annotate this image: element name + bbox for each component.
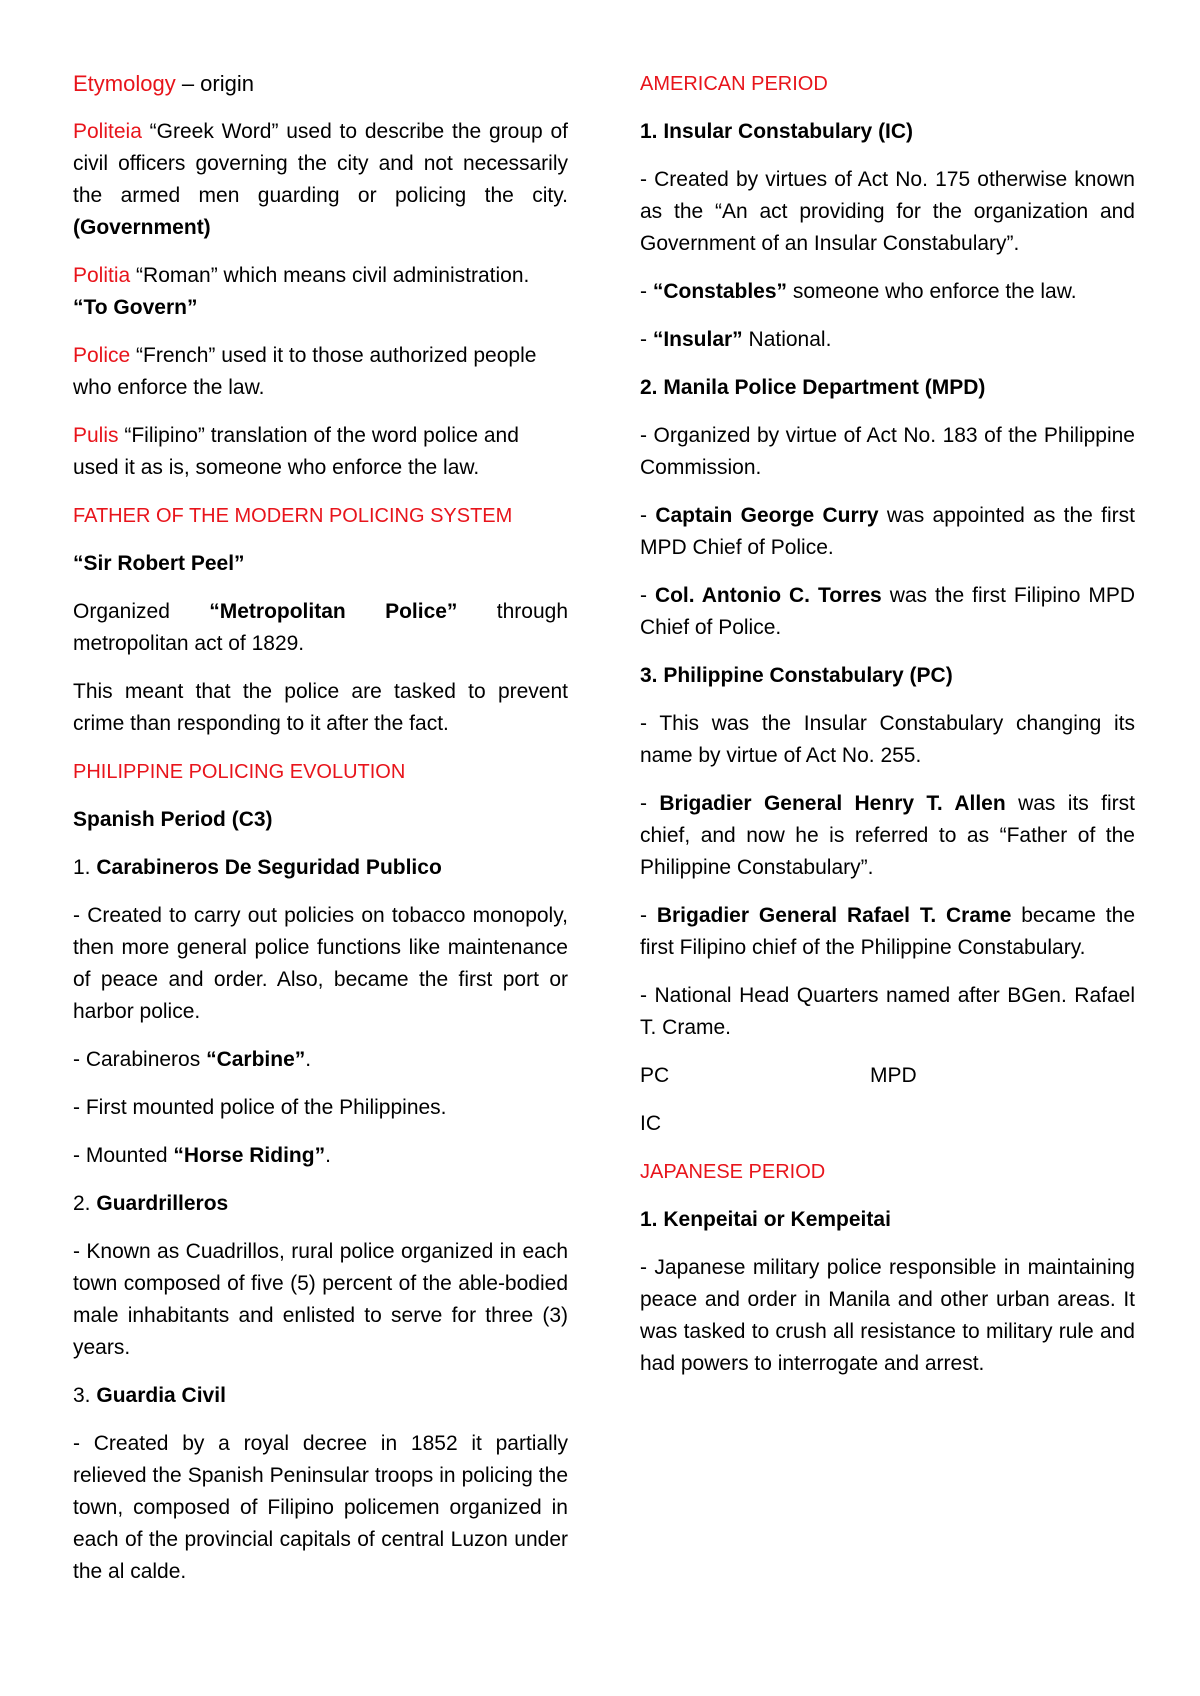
- allen-bold: Brigadier General Henry T. Allen: [659, 792, 1006, 815]
- insular-line: [640, 324, 1135, 356]
- etymology-line: [73, 68, 568, 100]
- organized-post: through metropolitan act of 1829.: [73, 600, 569, 655]
- kempeitai-title: [640, 1204, 1135, 1236]
- horse-bold: “Horse Riding”: [173, 1144, 326, 1167]
- curry-pre: -: [640, 504, 656, 527]
- diagram-mpd: MPD: [870, 1064, 917, 1087]
- guardrilleros-num: 2.: [73, 1192, 97, 1215]
- left-column: [73, 68, 568, 1604]
- politeia-text: “Greek Word” used to describe the group of civil officers governing the city and not necessarily the armed men guarding or policing the city.: [73, 120, 568, 207]
- carbine-pre: - Carabineros: [73, 1048, 207, 1071]
- allen-line: [640, 788, 1135, 884]
- torres-post: was the first Filipino MPD Chief of Police.: [640, 584, 1136, 639]
- kempeitai-desc: - Japanese military police responsible in maintaining peace and order in Manila and other urban areas. It was tasked to crush all resistance to military rule and had powers to interrogate and arrest.: [640, 1256, 1135, 1375]
- curry-post: was appointed as the first MPD Chief of Police.: [640, 504, 1135, 559]
- politia-bold: “To Govern”: [73, 296, 198, 319]
- organized-paragraph: [73, 596, 568, 660]
- guardia-civil-name: Guardia Civil: [96, 1384, 226, 1407]
- politia-term: Politia: [73, 264, 131, 287]
- carbine-post: .: [305, 1048, 312, 1071]
- politia-paragraph: [73, 260, 568, 324]
- peel-line: [73, 548, 568, 580]
- insular-bold: “Insular”: [652, 328, 743, 351]
- pc-title: [640, 660, 1135, 692]
- horse-post: .: [325, 1144, 331, 1167]
- hq-line: - National Head Quarters named after BGen. Rafael T. Crame.: [640, 984, 1135, 1039]
- guardia-civil-title: [73, 1380, 568, 1412]
- mounted-first-line: - First mounted police of the Philippines.: [73, 1096, 447, 1119]
- police-paragraph: [73, 340, 568, 404]
- politeia-paragraph: [73, 116, 568, 244]
- kempeitai-title-text: 1. Kenpeitai or Kempeitai: [640, 1208, 891, 1231]
- organized-bold: “Metropolitan Police”: [209, 600, 458, 623]
- pulis-term: Pulis: [73, 424, 119, 447]
- father-heading: FATHER OF THE MODERN POLICING SYSTEM: [73, 505, 513, 527]
- pulis-paragraph: [73, 420, 568, 484]
- carbine-line: [73, 1044, 568, 1076]
- torres-pre: -: [640, 584, 655, 607]
- guardrilleros-desc: - Known as Cuadrillos, rural police organized in each town composed of five (5) percent of the able-bodied male inhabitants and enlisted to serve for three (3) years.: [73, 1240, 568, 1359]
- curry-line: [640, 500, 1135, 564]
- ic-desc: - Created by virtues of Act No. 175 otherwise known as the “An act providing for the organization and Government of an Insular Constabulary”.: [640, 168, 1135, 255]
- insular-pre: -: [640, 328, 653, 351]
- crame-pre: -: [640, 904, 657, 927]
- guardrilleros-name: Guardrilleros: [96, 1192, 229, 1215]
- carabineros-title: [73, 852, 568, 884]
- crame-bold: Brigadier General Rafael T. Crame: [656, 904, 1012, 927]
- carbine-bold: “Carbine”: [206, 1048, 306, 1071]
- meant-paragraph: This meant that the police are tasked to prevent crime than responding to it after the fact.: [73, 680, 568, 735]
- horse-pre: - Mounted: [73, 1144, 174, 1167]
- politeia-term: Politeia: [73, 120, 142, 143]
- mpd-desc: - Organized by virtue of Act No. 183 of the Philippine Commission.: [640, 424, 1135, 479]
- torres-line: [640, 580, 1135, 644]
- constables-post: someone who enforce the law.: [787, 280, 1077, 303]
- politeia-bold: (Government): [73, 216, 211, 239]
- allen-pre: -: [640, 792, 660, 815]
- spanish-period: [73, 804, 568, 836]
- constables-line: [640, 276, 1135, 308]
- etymology-term: Etymology: [73, 71, 176, 96]
- diagram-row-ic: [640, 1108, 1135, 1140]
- diagram-row-pc-mpd: [640, 1060, 1135, 1092]
- japanese-heading: JAPANESE PERIOD: [640, 1161, 826, 1183]
- evolution-heading: PHILIPPINE POLICING EVOLUTION: [73, 761, 406, 783]
- insular-post: National.: [742, 328, 832, 351]
- guardia-civil-desc: - Created by a royal decree in 1852 it partially relieved the Spanish Peninsular troops in policing the town, composed of Filipino policemen organized in each of the provincial capitals of central Luzon under the al calde.: [73, 1432, 568, 1583]
- pc-title-text: 3. Philippine Constabulary (PC): [640, 664, 953, 687]
- guardrilleros-title: [73, 1188, 568, 1220]
- horse-line: [73, 1140, 568, 1172]
- police-text: “French” used it to those authorized people who enforce the law.: [73, 344, 537, 399]
- constables-pre: -: [640, 280, 653, 303]
- spanish-period-title: Spanish Period (C3): [73, 808, 273, 831]
- mpd-title: [640, 372, 1135, 404]
- ic-title: [640, 116, 1135, 148]
- torres-bold: Col. Antonio C. Torres: [654, 584, 882, 607]
- guardia-civil-num: 3.: [73, 1384, 97, 1407]
- diagram-ic: IC: [640, 1112, 661, 1135]
- carabineros-desc: - Created to carry out policies on tobacco monopoly, then more general police functions like maintenance of peace and order. Also, became the first port or harbor police.: [73, 904, 568, 1023]
- curry-bold: Captain George Curry: [655, 504, 879, 527]
- crame-line: [640, 900, 1135, 964]
- etymology-rest: – origin: [175, 71, 254, 96]
- pulis-text: “Filipino” translation of the word police and used it as is, someone who enforce the law.: [73, 424, 519, 479]
- mpd-title-text: 2. Manila Police Department (MPD): [640, 376, 986, 399]
- pc-desc: - This was the Insular Constabulary changing its name by virtue of Act No. 255.: [640, 712, 1135, 767]
- peel-name: “Sir Robert Peel”: [73, 552, 245, 575]
- right-column: [640, 68, 1135, 1396]
- carabineros-name: Carabineros De Seguridad Publico: [96, 856, 442, 879]
- allen-post: was its first chief, and now he is referred to as “Father of the Philippine Constabulary”.: [640, 792, 1135, 879]
- american-heading: AMERICAN PERIOD: [640, 73, 828, 95]
- police-term: Police: [73, 344, 131, 367]
- constables-bold: “Constables”: [652, 280, 788, 303]
- organized-pre: Organized: [73, 600, 210, 623]
- politia-text: “Roman” which means civil administration.: [130, 264, 530, 287]
- ic-title-text: 1. Insular Constabulary (IC): [640, 120, 914, 143]
- diagram-pc: PC: [640, 1064, 670, 1087]
- carabineros-num: 1.: [73, 856, 97, 879]
- crame-post: became the first Filipino chief of the Philippine Constabulary.: [640, 904, 1135, 959]
